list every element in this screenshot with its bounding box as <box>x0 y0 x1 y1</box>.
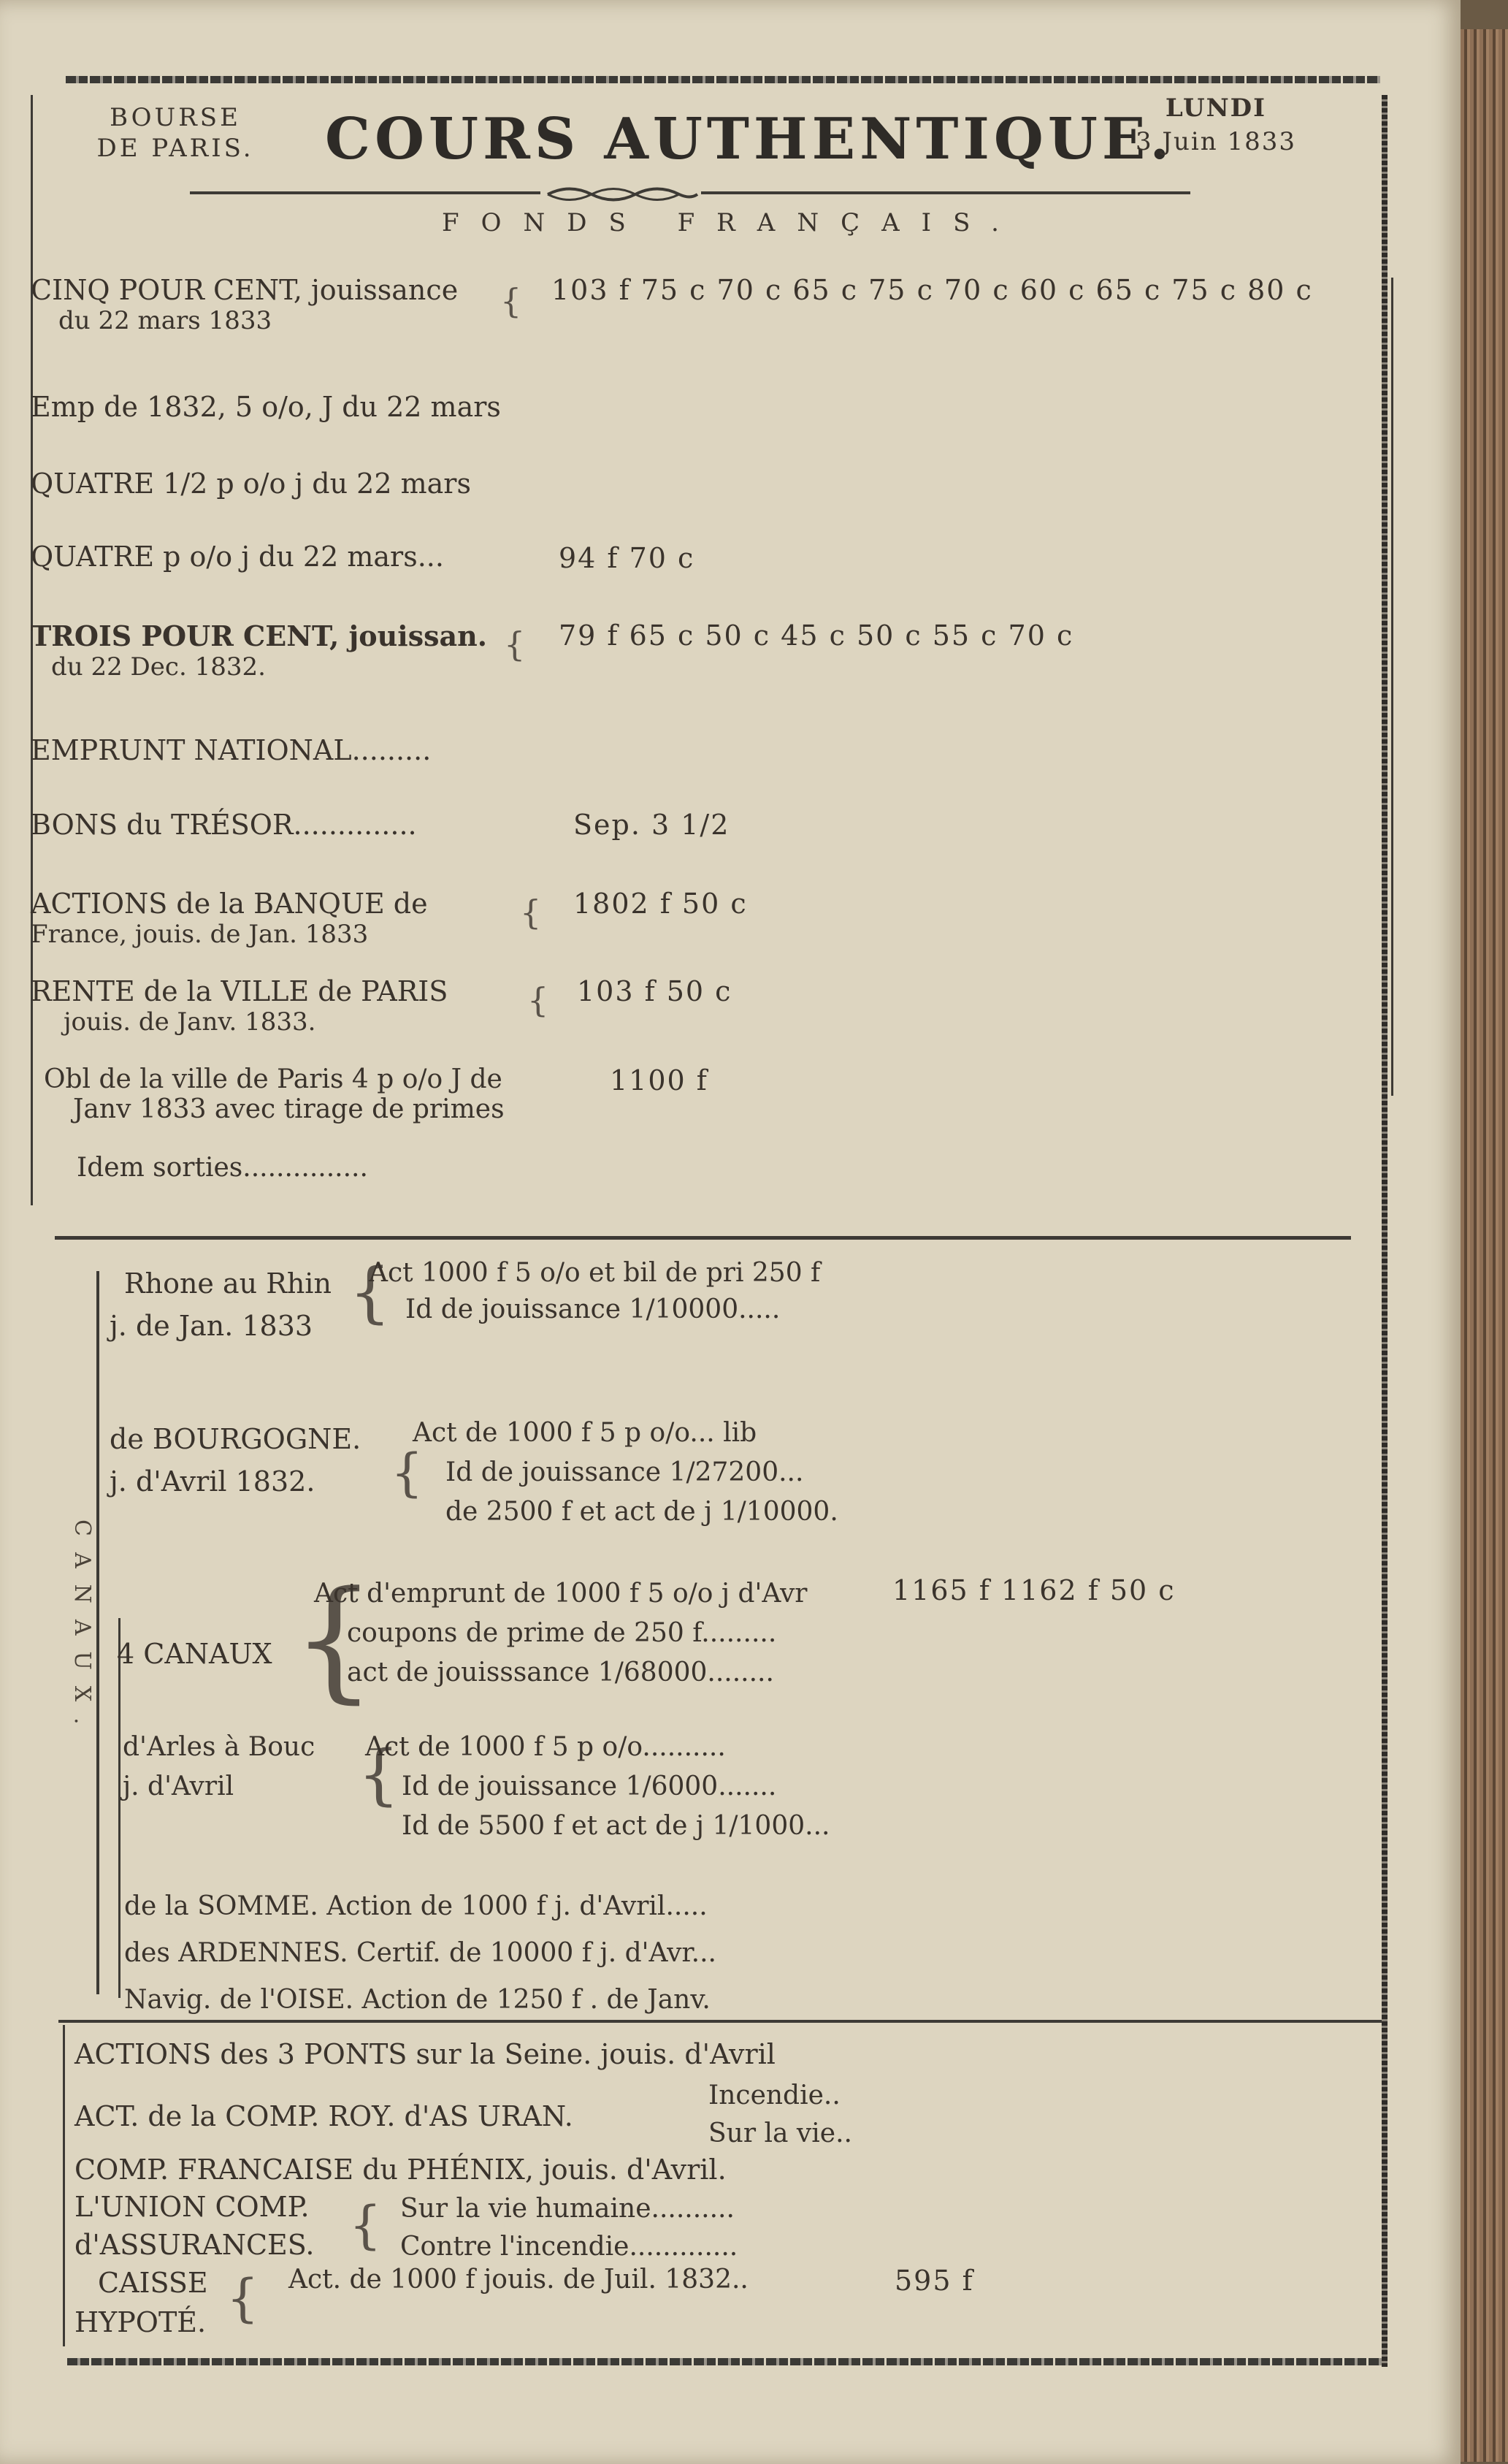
brace: { <box>500 281 522 321</box>
bottom-border <box>67 2358 1382 2365</box>
union-label <box>74 2188 315 2264</box>
fonds-quotes: 1100 f <box>610 1064 708 1096</box>
fonds-quotes: 103 f 50 c <box>577 975 732 1007</box>
fonds-quotes: 1802 f 50 c <box>573 888 748 920</box>
quatre-item-2: coupons de prime de 250 f......... <box>347 1618 777 1648</box>
canaux-label-text: CANAUX. <box>69 1519 95 1741</box>
fonds-row-11 <box>77 1153 368 1183</box>
bourse-line1: BOURSE <box>110 103 241 132</box>
union-items <box>400 2190 738 2266</box>
right-edge-rule <box>1382 95 1388 2367</box>
union-item-1: Sur la vie humaine.......... <box>400 2194 735 2224</box>
fonds-row-4 <box>31 541 444 573</box>
union-line2: d'ASSURANCES. <box>74 2229 315 2261</box>
fonds-label-2: du 22 mars 1833 <box>58 306 272 335</box>
fonds-label: BONS du TRÉSOR.............. <box>31 809 417 841</box>
section-title: FONDS FRANÇAIS. <box>442 208 1021 237</box>
date-label: 3 Juin 1833 <box>1135 127 1297 156</box>
fonds-label-2: Janv 1833 avec tirage de primes <box>73 1094 505 1124</box>
top-border <box>66 76 1380 83</box>
fonds-label: Emp de 1832, 5 o/o, J du 22 mars <box>31 391 501 423</box>
fonds-row-5 <box>31 619 487 682</box>
bourse-label <box>73 102 278 164</box>
fonds-row-3 <box>31 468 471 500</box>
fonds-row-8 <box>31 888 428 949</box>
fonds-label: EMPRUNT NATIONAL......... <box>31 734 432 766</box>
fonds-label: Idem sorties............... <box>77 1153 368 1183</box>
union-item-2: Contre l'incendie............. <box>400 2232 738 2262</box>
fonds-label: Obl de la ville de Paris 4 p o/o J de <box>44 1064 502 1094</box>
fonds-row-6 <box>31 734 431 766</box>
brace: { <box>527 980 549 1020</box>
fonds-row-9 <box>31 975 448 1037</box>
actions-left-rule <box>63 2025 65 2346</box>
brace: { <box>292 1563 376 1716</box>
brace: { <box>349 2195 382 2255</box>
fonds-quotes: 94 f 70 c <box>559 542 695 574</box>
arles-line1: d'Arles à Bouc <box>123 1732 315 1762</box>
rhone-items <box>369 1255 820 1328</box>
ardennes-row: des ARDENNES. Certif. de 10000 f j. d'Avr... <box>124 1938 717 1968</box>
canaux-top-rule <box>55 1236 1351 1240</box>
bourse-line2: DE PARIS. <box>96 134 254 163</box>
fonds-right-rule <box>1391 278 1393 1096</box>
bourgogne-item-1: Act de 1000 f 5 p o/o... lib <box>413 1418 757 1448</box>
canaux-inner-rule <box>118 1618 120 1998</box>
caisse-line1: CAISSE <box>98 2267 208 2299</box>
bourgogne-item-3: de 2500 f et act de j 1/10000. <box>445 1497 838 1527</box>
fonds-quotes: 103 f 75 c 70 c 65 c 75 c 70 c 60 c 65 c 75 c 80 c <box>551 274 1313 306</box>
caisse-line2: HYPOTÉ. <box>74 2306 207 2338</box>
brace: { <box>349 1254 391 1331</box>
day-label: LUNDI <box>1165 94 1267 123</box>
bourgogne-line1: de BOURGOGNE. <box>110 1423 361 1455</box>
quatre-canaux-items <box>314 1574 808 1693</box>
arles-items <box>365 1728 830 1846</box>
caisse-label <box>74 2263 208 2342</box>
other-canaux <box>124 1883 716 2024</box>
ponts-row: ACTIONS des 3 PONTS sur la Seine. jouis. d'Avril <box>74 2038 776 2070</box>
oise-row: Navig. de l'OISE. Action de 1250 f . de Janv. <box>124 1985 711 2015</box>
rhone-item-1: Act 1000 f 5 o/o et bil de pri 250 f <box>369 1258 821 1288</box>
union-line1: L'UNION COMP. <box>74 2191 310 2223</box>
fonds-label: CINQ POUR CENT, jouissance <box>31 274 459 306</box>
brace: { <box>391 1443 424 1503</box>
fonds-row-10 <box>44 1064 505 1124</box>
fonds-label: RENTE de la VILLE de PARIS <box>31 975 448 1007</box>
book-page-edges <box>1461 29 1508 2462</box>
fonds-row-7 <box>31 809 417 841</box>
rhone-line1: Rhone au Rhin <box>124 1267 332 1300</box>
arles-line2: j. d'Avril <box>123 1771 234 1801</box>
rhone-label <box>110 1267 332 1342</box>
arles-item-3: Id de 5500 f et act de j 1/1000... <box>402 1811 830 1841</box>
date-block <box>1121 91 1311 159</box>
arles-item-1: Act de 1000 f 5 p o/o.......... <box>365 1732 726 1762</box>
fonds-label-2: France, jouis. de Jan. 1833 <box>31 920 369 949</box>
rhone-item-2: Id de jouissance 1/10000..... <box>405 1294 781 1324</box>
bourgogne-items <box>413 1414 838 1532</box>
fonds-label: QUATRE 1/2 p o/o j du 22 mars <box>31 468 471 500</box>
bourgogne-item-2: Id de jouissance 1/27200... <box>445 1457 804 1487</box>
brace: { <box>358 1736 400 1813</box>
comp-roy-sub <box>708 2077 852 2153</box>
rhone-line2: j. de Jan. 1833 <box>110 1310 313 1342</box>
quatre-canaux-label: 4 CANAUX <box>117 1638 272 1670</box>
fonds-label-2: jouis. de Janv. 1833. <box>64 1007 316 1037</box>
arles-item-2: Id de jouissance 1/6000....... <box>402 1771 777 1801</box>
brace: { <box>504 625 526 664</box>
fonds-quotes: Sep. 3 1/2 <box>573 809 730 841</box>
fonds-label-2: du 22 Dec. 1832. <box>51 652 266 682</box>
phenix-row: COMP. FRANCAISE du PHÉNIX, jouis. d'Avril. <box>74 2154 727 2186</box>
fonds-row-2 <box>31 391 501 423</box>
comp-roy-incendie: Incendie.. <box>708 2080 841 2110</box>
bourgogne-label <box>110 1423 361 1498</box>
fonds-label: QUATRE p o/o j du 22 mars... <box>31 541 444 573</box>
bourgogne-line2: j. d'Avril 1832. <box>110 1465 315 1498</box>
brace: { <box>226 2268 259 2328</box>
somme-row: de la SOMME. Action de 1000 f j. d'Avril..... <box>124 1891 708 1921</box>
fonds-quotes: 79 f 65 c 50 c 45 c 50 c 55 c 70 c <box>559 619 1074 652</box>
fonds-row-1 <box>31 274 458 335</box>
actions-top-rule <box>58 2020 1384 2023</box>
brace: { <box>520 893 542 932</box>
quatre-canaux-quotes: 1165 f 1162 f 50 c <box>892 1574 1176 1606</box>
canaux-label <box>61 1519 95 1741</box>
fonds-label: ACTIONS de la BANQUE de <box>31 888 428 920</box>
page-title: COURS AUTHENTIQUE. <box>325 106 1174 172</box>
ornament-icon <box>540 186 701 202</box>
caisse-item: Act. de 1000 f jouis. de Juil. 1832.. <box>288 2265 749 2295</box>
quatre-item-3: act de jouisssance 1/68000........ <box>347 1658 774 1687</box>
fonds-label: TROIS POUR CENT, jouissan. <box>31 619 487 652</box>
comp-roy-row: ACT. de la COMP. ROY. d'AS URAN. <box>74 2100 573 2132</box>
comp-roy-vie: Sur la vie.. <box>708 2118 852 2148</box>
caisse-quote: 595 f <box>895 2265 974 2297</box>
quatre-item-1: Act d'emprunt de 1000 f 5 o/o j d'Avr <box>314 1579 808 1609</box>
arles-label <box>123 1728 315 1807</box>
